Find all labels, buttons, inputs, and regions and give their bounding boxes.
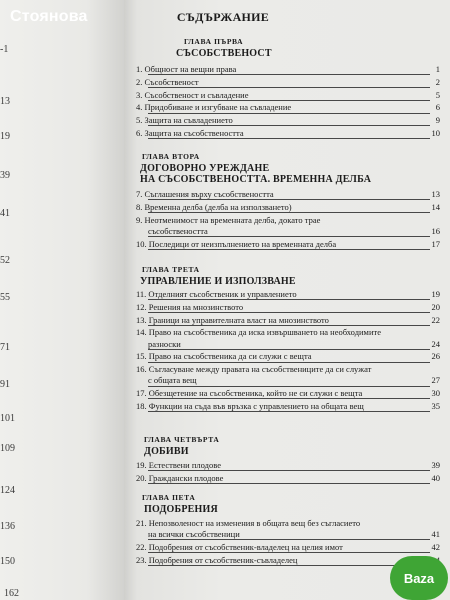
chapter-title: ДОБИВИ bbox=[144, 446, 189, 457]
toc-leader-line bbox=[148, 349, 430, 350]
margin-page-number: 41 bbox=[0, 208, 10, 219]
chapter-label: ГЛАВА ПЪРВА bbox=[184, 37, 244, 46]
toc-page-number: 16 bbox=[431, 225, 440, 236]
toc-entry-text: 23. Подобрения от съсобственик-съвладелец bbox=[136, 554, 298, 565]
toc-leader-line bbox=[148, 362, 430, 363]
margin-page-number: 101 bbox=[0, 413, 15, 424]
toc-leader-line bbox=[148, 249, 430, 250]
toc-page-number: 20 bbox=[431, 301, 440, 312]
chapter-label: ГЛАВА ТРЕТА bbox=[142, 265, 200, 274]
toc-entry-text: 9. Неотменимост на временната делба, докато трае bbox=[136, 214, 321, 225]
margin-page-number: 13 bbox=[0, 96, 10, 107]
toc-entry-text: 4. Придобиване и изгубване на съвладение bbox=[136, 102, 292, 113]
margin-page-number: 91 bbox=[0, 379, 10, 390]
toc-leader-line bbox=[148, 312, 430, 313]
toc-entry bbox=[136, 518, 440, 529]
toc-page-number: 9 bbox=[435, 115, 440, 126]
toc-entry-text: 2. Съсобственост bbox=[136, 76, 199, 87]
toc-page-number: 40 bbox=[431, 472, 440, 483]
toc-page-number: 30 bbox=[431, 388, 440, 399]
chapter-title: ДОГОВОРНО УРЕЖДАНЕ bbox=[140, 163, 270, 174]
toc-entry-text: 3. Съсобственост и съвладение bbox=[136, 89, 249, 100]
toc-entry-text: разноски bbox=[148, 338, 181, 349]
toc-page-number: 5 bbox=[435, 89, 440, 100]
toc-entry-text: 12. Решения на мнозинството bbox=[136, 301, 244, 312]
toc-entry bbox=[136, 327, 440, 338]
toc-leader-line bbox=[148, 398, 430, 399]
toc-page-number: 6 bbox=[435, 102, 440, 113]
chapter-title: ПОДОБРЕНИЯ bbox=[144, 504, 218, 515]
toc-leader-line bbox=[148, 212, 430, 213]
toc-entry-text: 17. Обезщетение на съсобственика, който не си служи с вещта bbox=[136, 388, 363, 399]
margin-page-number: 19 bbox=[0, 131, 10, 142]
toc-leader-line bbox=[148, 386, 430, 387]
toc-entry-text: 11. Отделният съсобственик и управлението bbox=[136, 289, 297, 299]
toc-entry-text: 13. Граници на управителната власт на мнозинството bbox=[136, 314, 329, 325]
chapter-title: НА СЪСОБСТВЕНОСТТА. ВРЕМЕННА ДЕЛБА bbox=[140, 174, 372, 185]
margin-page-number: 124 bbox=[0, 485, 15, 496]
chapter-label: ГЛАВА ЧЕТВЪРТА bbox=[144, 435, 220, 444]
toc-leader-line bbox=[148, 299, 430, 300]
margin-page-number: 109 bbox=[0, 443, 15, 454]
toc-page-number: 24 bbox=[431, 338, 440, 349]
toc-leader-line bbox=[148, 552, 430, 553]
toc-entry-text: 10. Последици от неизпълнението на временната делба bbox=[136, 238, 337, 249]
toc-entry-text: 19. Естествени плодове bbox=[136, 460, 221, 470]
chapter-title: УПРАВЛЕНИЕ И ИЗПОЛЗВАНЕ bbox=[140, 276, 296, 287]
left-book-page bbox=[0, 0, 124, 600]
toc-leader-line bbox=[148, 325, 430, 326]
toc-entry bbox=[136, 364, 440, 375]
toc-leader-line bbox=[148, 87, 430, 88]
toc-leader-line bbox=[148, 125, 430, 126]
margin-page-number: 55 bbox=[0, 292, 10, 303]
toc-page-number: 19 bbox=[431, 289, 440, 299]
toc-leader-line bbox=[148, 236, 430, 237]
margin-page-number: -1 bbox=[0, 44, 9, 55]
toc-entry-text: 21. Непозволеност на изменения в общата вещ без съгласието bbox=[136, 518, 361, 528]
toc-page-number: 10 bbox=[431, 128, 440, 138]
toc-entry-text: 8. Временна делба (делба на използването) bbox=[136, 201, 292, 212]
chapter-title: СЪСОБСТВЕНОСТ bbox=[176, 48, 272, 59]
toc-leader-line bbox=[148, 565, 430, 566]
toc-page-number: 1 bbox=[435, 64, 440, 74]
toc-entry-text: на всички съсобственици bbox=[148, 529, 240, 540]
toc-leader-line bbox=[148, 138, 430, 139]
margin-page-number: 52 bbox=[0, 255, 10, 266]
margin-page-number: 136 bbox=[0, 521, 15, 532]
toc-leader-line bbox=[148, 470, 430, 471]
toc-page-number: 42 bbox=[431, 542, 440, 552]
margin-page-number: 162 bbox=[4, 588, 19, 599]
toc-entry-text: 18. Функции на съда във връзка с управлението на общата вещ bbox=[136, 401, 364, 411]
toc-leader-line bbox=[148, 483, 430, 484]
toc-entry-text: съсобствеността bbox=[148, 225, 208, 236]
margin-page-number: 71 bbox=[0, 342, 10, 353]
toc-leader-line bbox=[148, 113, 430, 114]
toc-leader-line bbox=[148, 100, 430, 101]
toc-entry-text: 22. Подобрения от съсобственик-владелец на целия имот bbox=[136, 542, 343, 552]
marketplace-logo: Baza bbox=[390, 556, 448, 600]
chapter-label: ГЛАВА ПЕТА bbox=[142, 493, 196, 502]
toc-page-number: 26 bbox=[431, 351, 440, 362]
toc-page-number: 14 bbox=[431, 201, 440, 212]
margin-page-number: 150 bbox=[0, 556, 15, 567]
toc-leader-line bbox=[148, 411, 430, 412]
seller-name-badge: Стоянова bbox=[10, 8, 88, 25]
toc-page-number: 13 bbox=[431, 189, 440, 199]
toc-entry-text: 5. Защита на съвладението bbox=[136, 115, 233, 126]
chapter-label: ГЛАВА ВТОРА bbox=[142, 152, 200, 161]
toc-leader-line bbox=[148, 539, 430, 540]
toc-entry-text: с общата вещ bbox=[148, 375, 197, 386]
toc-page-number: 22 bbox=[431, 314, 440, 325]
toc-entry-text: 7. Съглашения върху съсобствеността bbox=[136, 189, 274, 199]
toc-entry-text: 16. Съгласуване между правата на съсобствениците да си служат bbox=[136, 364, 372, 375]
toc-page-number: 35 bbox=[431, 401, 440, 411]
toc-page-number: 27 bbox=[431, 375, 440, 386]
toc-leader-line bbox=[148, 199, 430, 200]
toc-entry-text: 1. Общност на вещни права bbox=[136, 64, 237, 74]
toc-page-number: 41 bbox=[431, 529, 440, 540]
toc-page-number: 17 bbox=[431, 238, 440, 249]
toc-entry-text: 14. Право на съсобственика да иска извършването на необходимите bbox=[136, 327, 381, 338]
toc-entry-text: 15. Право на съсобственика да си служи с вещта bbox=[136, 351, 312, 362]
toc-page-number: 39 bbox=[431, 460, 440, 470]
toc-leader-line bbox=[148, 74, 430, 75]
margin-page-number: 39 bbox=[0, 170, 10, 181]
toc-entry-text: 6. Защита на съсобствеността bbox=[136, 128, 244, 138]
toc-page-number: 2 bbox=[435, 76, 440, 87]
toc-entry-text: 20. Граждански плодове bbox=[136, 472, 224, 483]
toc-title: СЪДЪРЖАНИЕ bbox=[176, 10, 270, 24]
toc-entry bbox=[136, 215, 440, 226]
